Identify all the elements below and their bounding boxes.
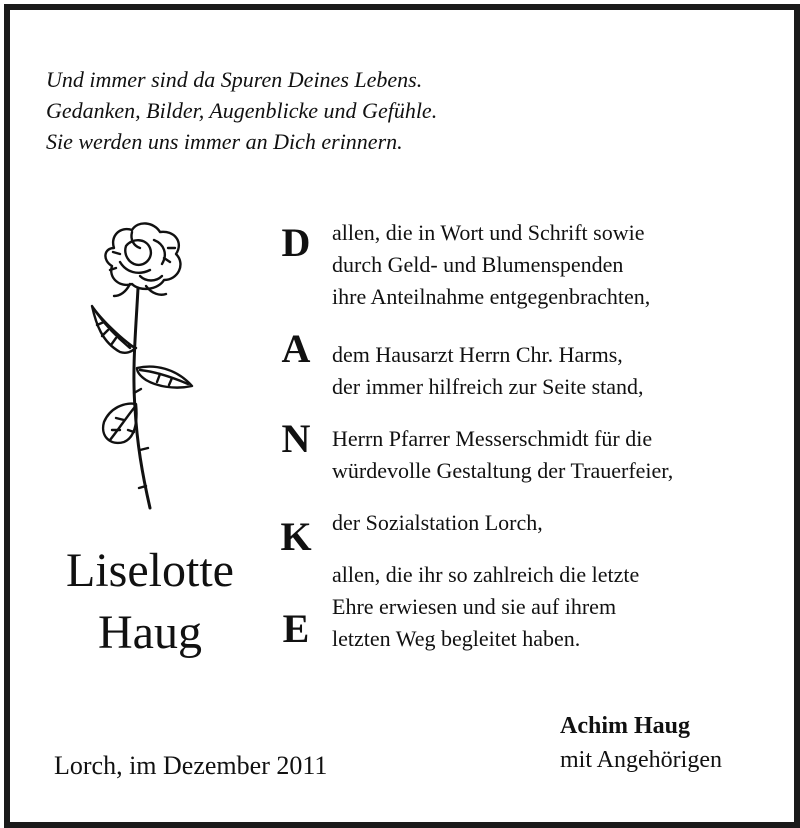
verse-line: Sie werden uns immer an Dich erinnern. bbox=[46, 129, 403, 154]
thanks-paragraph bbox=[332, 217, 650, 313]
deceased-last-name: Haug bbox=[98, 606, 202, 659]
signer-relation: mit Angehörigen bbox=[560, 747, 722, 773]
memorial-verse bbox=[46, 64, 437, 157]
thanks-line: Herrn Pfarrer Messerschmidt für die bbox=[332, 426, 653, 451]
place-and-date: Lorch, im Dezember 2011 bbox=[54, 751, 328, 780]
verse-line: Und immer sind da Spuren Deines Lebens. bbox=[46, 67, 423, 92]
acrostic-letter: N bbox=[281, 416, 311, 461]
thanks-line: allen, die ihr so zahlreich die letzte bbox=[332, 562, 640, 587]
signer-name: Achim Haug bbox=[560, 713, 691, 739]
rose-icon bbox=[80, 218, 220, 528]
thanks-line: der immer hilfreich zur Seite stand, bbox=[332, 374, 644, 399]
verse-line: Gedanken, Bilder, Augenblicke und Gefühle. bbox=[46, 98, 438, 123]
thanks-line: allen, die in Wort und Schrift sowie bbox=[332, 220, 645, 245]
thanks-line: durch Geld- und Blumenspenden bbox=[332, 252, 624, 277]
thanks-paragraph bbox=[332, 339, 644, 403]
acrostic-letter: K bbox=[280, 514, 312, 559]
acrostic-letter: E bbox=[282, 606, 310, 651]
thanks-line: ihre Anteilnahme entgegenbrachten, bbox=[332, 284, 651, 309]
thanks-line: der Sozialstation Lorch, bbox=[332, 510, 543, 535]
thanks-line: Ehre erwiesen und sie auf ihrem bbox=[332, 594, 617, 619]
deceased-first-name: Liselotte bbox=[66, 544, 234, 597]
thanks-paragraph bbox=[332, 559, 639, 655]
thanks-paragraph bbox=[332, 507, 543, 539]
thanks-line: dem Hausarzt Herrn Chr. Harms, bbox=[332, 342, 623, 367]
thanks-line: letzten Weg begleitet haben. bbox=[332, 626, 581, 651]
acrostic-letter: A bbox=[281, 326, 311, 371]
acrostic-letter: D bbox=[281, 220, 311, 265]
thanks-paragraph bbox=[332, 423, 673, 487]
thanks-line: würdevolle Gestaltung der Trauerfeier, bbox=[332, 458, 674, 483]
obituary-card bbox=[4, 4, 800, 828]
